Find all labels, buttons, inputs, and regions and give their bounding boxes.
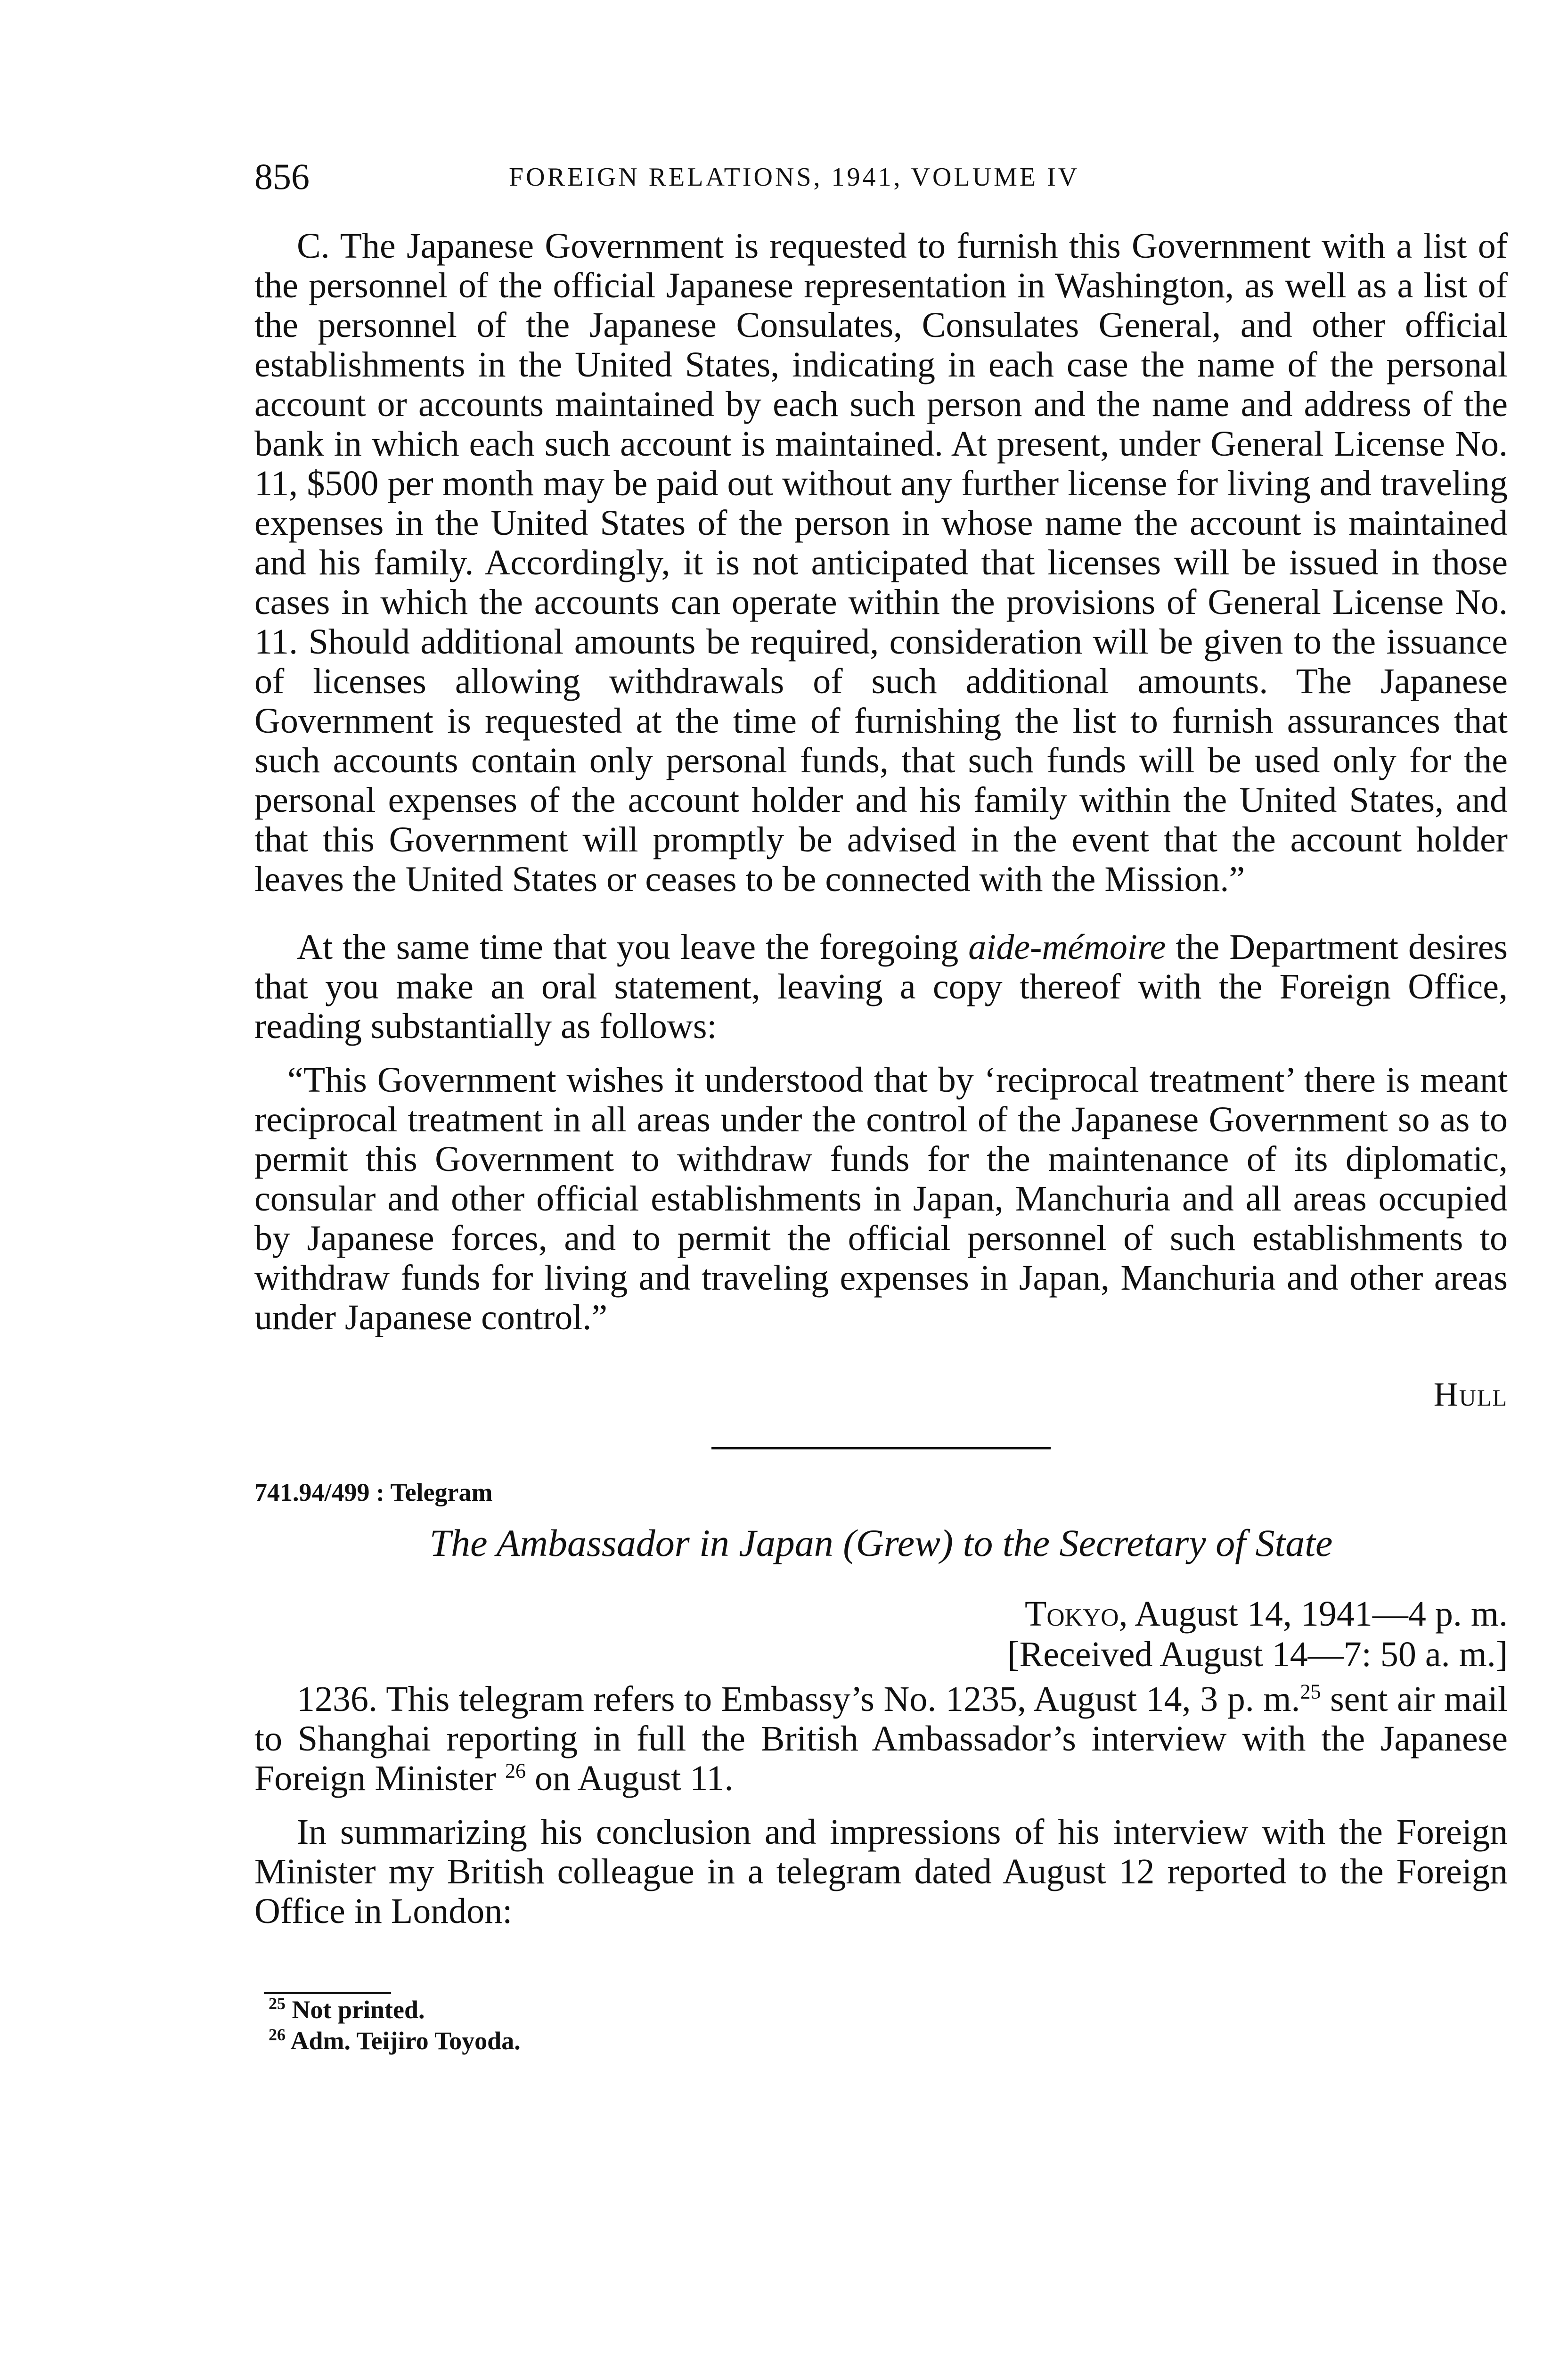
- page: [254, 155, 1508, 2056]
- section-divider: [711, 1447, 1051, 1449]
- footnote-ref-25: 25: [1300, 1680, 1321, 1703]
- signature: Hull: [1433, 1375, 1508, 1413]
- footnote-text: Not printed.: [292, 1996, 425, 2024]
- document-heading: The Ambassador in Japan (Grew) to the Secretary of State: [429, 1522, 1333, 1564]
- oral-intro-text-a: At the same time that you leave the foregoing: [297, 927, 969, 967]
- paragraph-c: C. The Japanese Government is requested to furnish this Government with a list of the personnel of the official Japanese representation in Washington, as well as a list of the personnel of the Japanese Consulates, Consulates General, and other official establishments in the United States, indicating in each case the name of the personal account or accounts maintained by each such person and the name and address of the bank in which each such account is maintained. At present, under General License No. 11, $500 per month may be paid out without any further license for living and traveling expenses in the United States of the person in whose name the account is maintained and his family. Accordingly, it is not anticipated that licenses will be issued in those cases in which the accounts can operate within the provisions of General License No. 11. Should additional amounts be required, consideration will be given to the issuance of licenses allowing withdrawals of such additional amounts. The Japanese Government is requested at the time of furnishing the list to furnish assurances that such accounts contain only personal funds, that such funds will be used only for the personal expenses of the account holder and his family within the United States, and that this Government will promptly be advised in the event that the account holder leaves the United States or ceases to be connected with the Mission.”: [254, 226, 1508, 899]
- footnote-mark: 26: [269, 2025, 286, 2044]
- dateline: [254, 1594, 1508, 1634]
- page-number: 856: [254, 156, 310, 197]
- footnote-ref-26: 26: [505, 1759, 526, 1783]
- oral-statement-intro: [254, 927, 1508, 1046]
- footnote-26: [269, 2025, 1508, 2056]
- oral-intro-italic: aide-mémoire: [968, 927, 1166, 967]
- telegram-paragraph-2: In summarizing his conclusion and impressions of his interview with the Foreign Minister my British colleague in a telegram dated August 12 reported to the Foreign Office in London:: [254, 1812, 1508, 1931]
- telegram-paragraph-1: [254, 1679, 1508, 1798]
- dateline-city: Tokyo: [1024, 1594, 1119, 1634]
- received-line: [Received August 14—7: 50 a. m.]: [1007, 1635, 1508, 1674]
- footnote-25: [269, 1994, 1508, 2025]
- telegram-p1-b: sent air mail to Shanghai reporting in full the British Ambassador’s interview with the Japanese Foreign Minister: [254, 1679, 1508, 1798]
- telegram-p1-a: 1236. This telegram refers to Embassy’s No. 1235, August 14, 3 p. m.: [297, 1679, 1300, 1719]
- telegram-p1-c: on August 11.: [525, 1759, 734, 1798]
- running-head: [254, 155, 1508, 198]
- oral-statement-quote: “This Government wishes it understood that by ‘reciprocal treatment’ there is meant reciprocal treatment in all areas under the control of the Japanese Government so as to permit this Government to withdraw funds for the maintenance of its diplomatic, consular and other official establishments in Japan, Manchuria and all areas occupied by Japanese forces, and to permit the official personnel of such establishments to withdraw funds for living and traveling expenses in Japan, Manchuria and other areas under Japanese control.”: [254, 1060, 1508, 1337]
- file-reference: 741.94/499 : Telegram: [254, 1478, 493, 1506]
- running-title: FOREIGN RELATIONS, 1941, VOLUME IV: [509, 163, 1080, 192]
- dateline-rest: , August 14, 1941—4 p. m.: [1119, 1594, 1508, 1634]
- oral-intro-text-b: the Department desires that you make an oral statement, leaving a copy thereof with the Foreign Office, reading substantially as follows:: [254, 927, 1508, 1046]
- footnote-text: Adm. Teijiro Toyoda.: [290, 2027, 521, 2055]
- footnote-mark: 25: [269, 1994, 286, 2013]
